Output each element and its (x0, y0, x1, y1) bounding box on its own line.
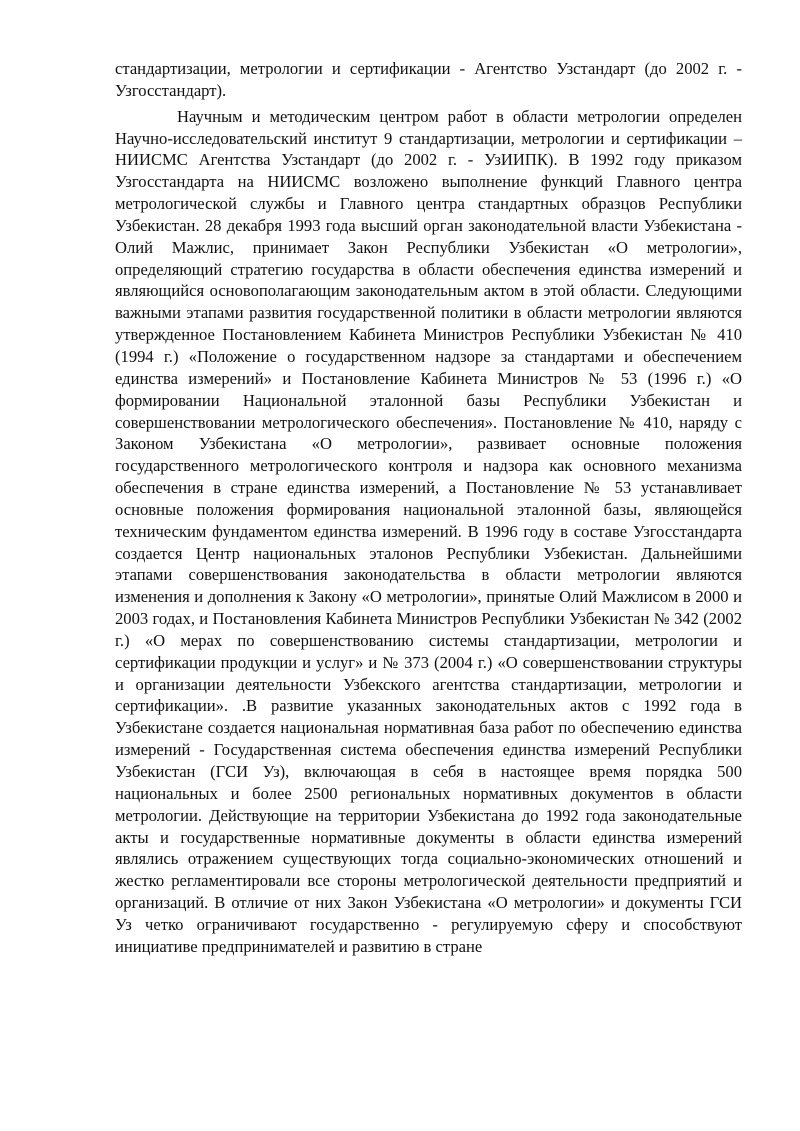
paragraph-continuation: стандартизации, метрологии и сертификации - Агентство Узстандарт (до 2002 г. - Узгосстандарт). (115, 59, 742, 100)
document-page (115, 58, 742, 958)
paragraph-metrology-history: Научным и методическим центром работ в области метрологии определен Научно-исследовательский институт 9 стандартизации, метрологии и сертификации – НИИСМС Агентства Узстандарт (до 2002 г. - УзИИПК). В 1992 году приказом Узгосстандарта на НИИСМС возложено выполнение функций Главного центра метрологической службы и Главного центра стандартных образцов Республики Узбекистан. 28 декабря 1993 года высший орган законодательной власти Узбекистана - Олий Мажлис, принимает Закон Республики Узбекистан «О метрологии», определяющий стратегию государства в области обеспечения единства измерений и являющийся основополагающим законодательным актом в этой области. Следующими важными этапами развития государственной политики в области метрологии являются утвержденное Постановлением Кабинета Министров Республики Узбекистан № 410 (1994 г.) «Положение о государственном надзоре за стандартами и обеспечением единства измерений» и Постановление Кабинета Министров № 53 (1996 г.) «О формировании Национальной эталонной базы Республики Узбекистан и совершенствовании метрологического обеспечения». Постановление № 410, наряду с Законом Узбекистана «О метрологии», развивает основные положения государственного метрологического контроля и надзора как основного механизма обеспечения в стране единства измерений, а Постановление № 53 устанавливает основные положения формирования национальной эталонной базы, являющейся техническим фундаментом единства измерений. В 1996 году в составе Узгосстандарта создается Центр национальных эталонов Республики Узбекистан. Дальнейшими этапами совершенствования законодательства в области метрологии являются изменения и дополнения к Закону «О метрологии», принятые Олий Мажлисом в 2000 и 2003 годах, и Постановления Кабинета Министров Республики Узбекистан № 342 (2002 г.) «О мерах по совершенствованию системы стандартизации, метрологии и сертификации продукции и услуг» и № 373 (2004 г.) «О совершенствовании структуры и организации деятельности Узбекского агентства стандартизации, метрологии и сертификации». .В развитие указанных законодательных актов с 1992 года в Узбекистане создается национальная нормативная база работ по обеспечению единства измерений - Государственная система обеспечения единства измерений Республики Узбекистан (ГСИ Уз), включающая в себя в настоящее время порядка 500 национальных и более 2500 региональных нормативных документов в области метрологии. Действующие на территории Узбекистана до 1992 года законодательные акты и государственные нормативные документы в области единства измерений являлись отражением существующих тогда социально-экономических отношений и жестко регламентировали все стороны метрологической деятельности предприятий и организаций. В отличие от них Закон Узбекистана «О метрологии» и документы ГСИ Уз четко ограничивают государственно - регулируемую сферу и способствуют инициативе предпринимателей и развитию в стране (115, 106, 742, 956)
